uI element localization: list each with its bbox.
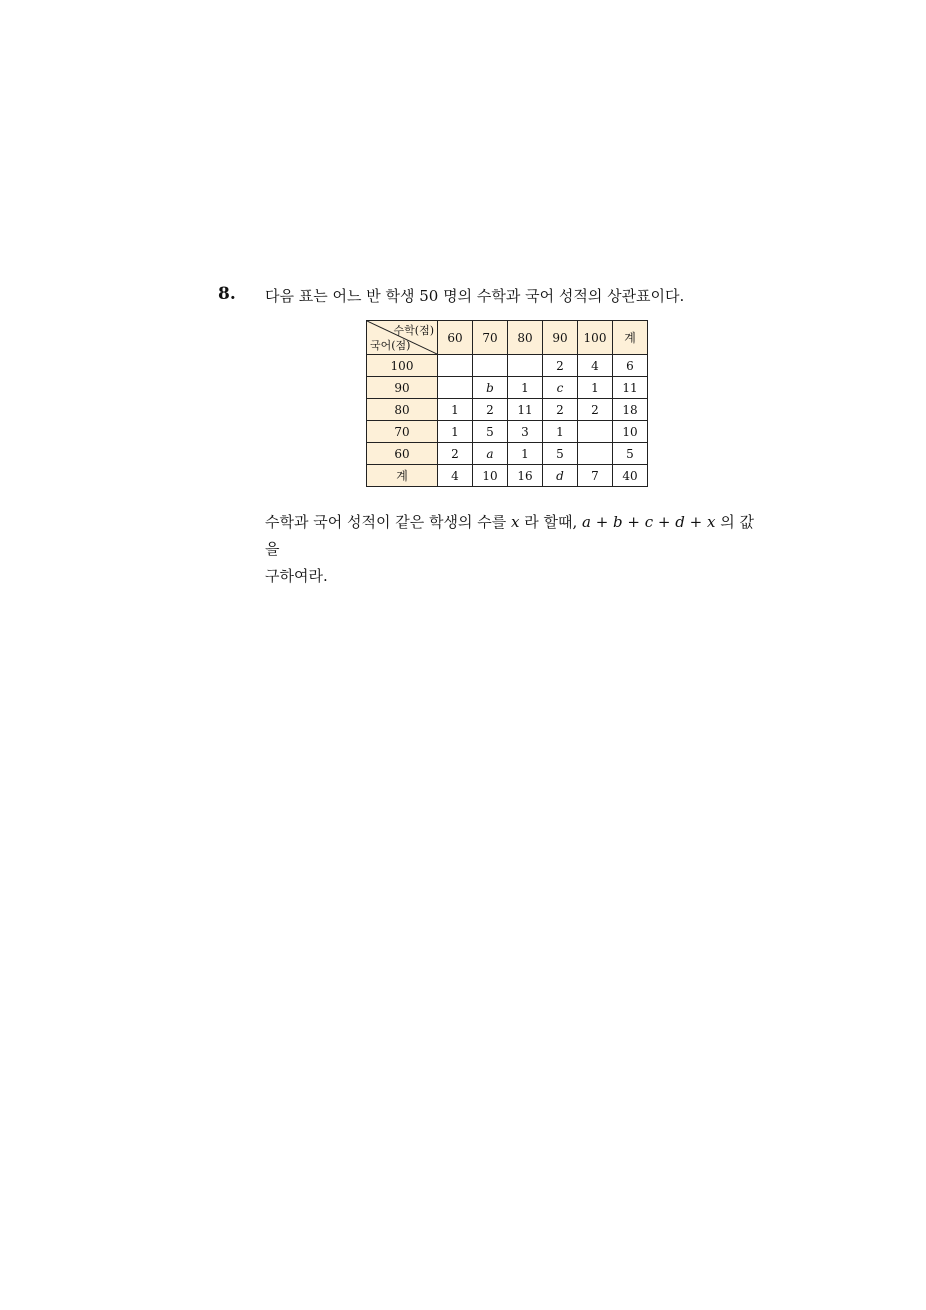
column-header: 90 — [543, 321, 578, 355]
table-cell: 18 — [613, 399, 648, 421]
table-corner-cell — [367, 321, 438, 355]
row-header: 100 — [367, 355, 438, 377]
column-header: 70 — [473, 321, 508, 355]
table-cell: 5 — [613, 443, 648, 465]
table-cell-var-c: c — [543, 377, 578, 399]
row-header: 70 — [367, 421, 438, 443]
corner-math-label: 수학(점) — [393, 324, 434, 337]
row-header: 90 — [367, 377, 438, 399]
table-cell — [508, 355, 543, 377]
table-cell — [578, 443, 613, 465]
table-cell: 16 — [508, 465, 543, 487]
row-header: 80 — [367, 399, 438, 421]
table-row — [367, 443, 648, 465]
table-row — [367, 355, 648, 377]
table-cell-var-b: b — [473, 377, 508, 399]
table-cell: 1 — [508, 443, 543, 465]
table-cell: 4 — [438, 465, 473, 487]
variable-x: x — [510, 513, 520, 531]
table-cell: 4 — [578, 355, 613, 377]
table-cell: 2 — [543, 355, 578, 377]
body-text: 라 할때, — [519, 513, 582, 531]
table-total-row — [367, 465, 648, 487]
body-text: 수학과 국어 성적이 같은 학생의 수를 — [265, 513, 511, 531]
column-header-total: 계 — [613, 321, 648, 355]
column-header: 100 — [578, 321, 613, 355]
question-prompt: 다음 표는 어느 반 학생 50 명의 수학과 국어 성적의 상관표이다. — [265, 287, 685, 305]
column-header: 60 — [438, 321, 473, 355]
row-header-total: 계 — [367, 465, 438, 487]
question-number: 8. — [218, 284, 236, 304]
sum-expression: a + b + c + d + x — [581, 513, 716, 531]
table-cell: 5 — [543, 443, 578, 465]
table-row — [367, 421, 648, 443]
question-body — [265, 509, 765, 590]
table-cell: 5 — [473, 421, 508, 443]
table-cell: 3 — [508, 421, 543, 443]
table-cell: 40 — [613, 465, 648, 487]
table-header-row — [367, 321, 648, 355]
table-cell: 7 — [578, 465, 613, 487]
table-cell: 2 — [578, 399, 613, 421]
correlation-table — [366, 320, 648, 487]
table-cell: 1 — [543, 421, 578, 443]
body-text: 의 값을 — [265, 513, 754, 558]
table-cell: 11 — [508, 399, 543, 421]
column-header: 80 — [508, 321, 543, 355]
table-cell: 6 — [613, 355, 648, 377]
table-cell: 1 — [438, 421, 473, 443]
corner-korean-label: 국어(점) — [370, 339, 411, 352]
table-cell: 10 — [613, 421, 648, 443]
table-cell: 2 — [438, 443, 473, 465]
body-text-line2: 구하여라. — [265, 567, 328, 585]
table-row — [367, 399, 648, 421]
row-header: 60 — [367, 443, 438, 465]
table-cell — [438, 355, 473, 377]
table-cell: 2 — [473, 399, 508, 421]
table-cell — [473, 355, 508, 377]
table-cell — [578, 421, 613, 443]
table-cell: 1 — [438, 399, 473, 421]
table-cell-var-d: d — [543, 465, 578, 487]
table-cell: 1 — [578, 377, 613, 399]
table-row — [367, 377, 648, 399]
table-cell: 10 — [473, 465, 508, 487]
table-cell: 1 — [508, 377, 543, 399]
table-cell: 11 — [613, 377, 648, 399]
table-cell — [438, 377, 473, 399]
table-cell: 2 — [543, 399, 578, 421]
table-cell-var-a: a — [473, 443, 508, 465]
